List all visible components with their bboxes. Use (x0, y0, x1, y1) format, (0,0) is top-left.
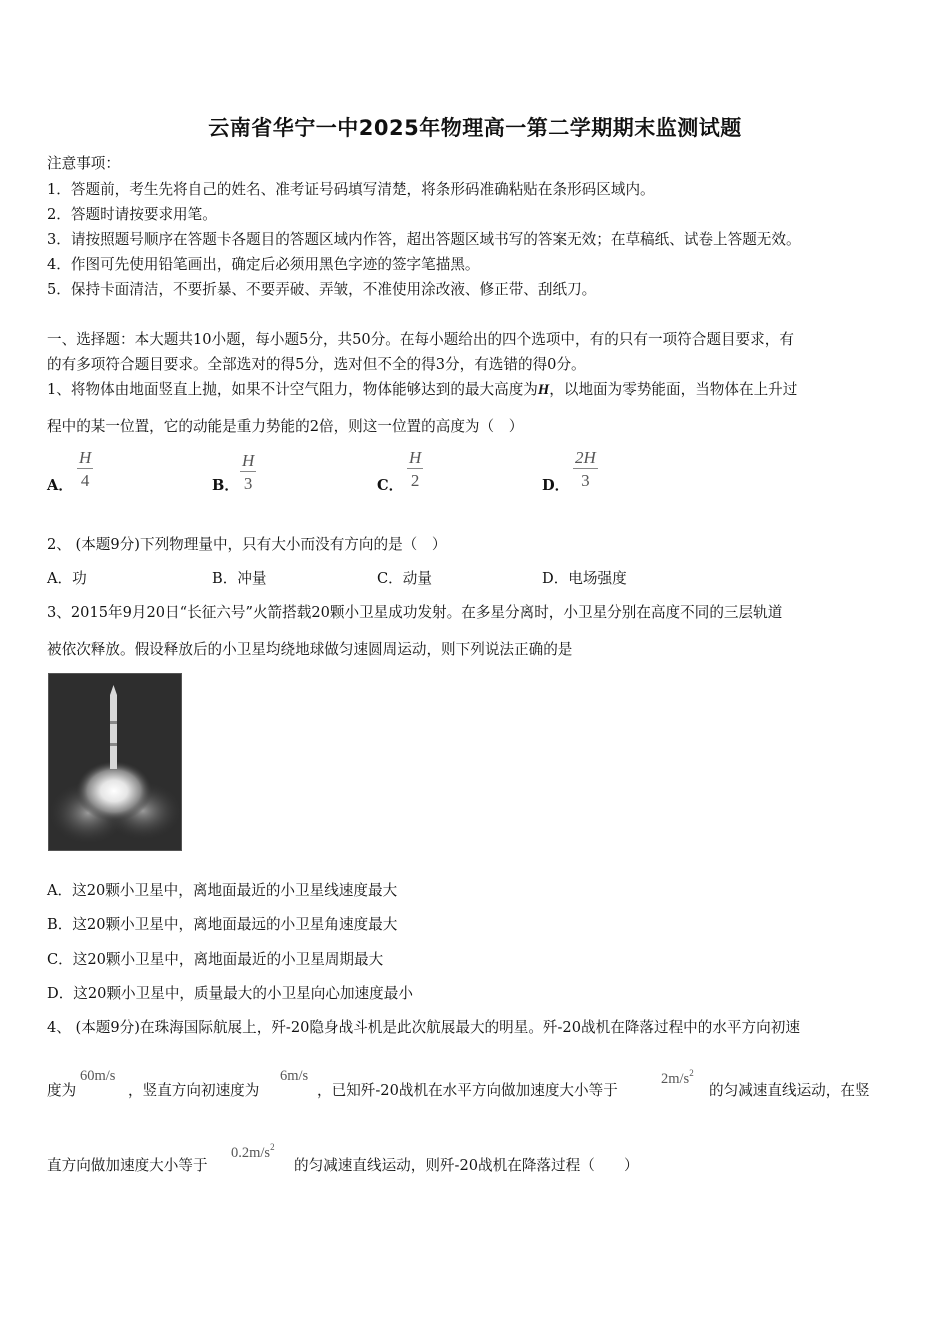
option-label: A． (47, 477, 73, 494)
fraction-option-c: H 2 (409, 448, 422, 490)
question-4-text: 的匀减速直线运动，在竖 (709, 1082, 870, 1099)
option: D．这20颗小卫星中，质量最大的小卫星向心加速度最小 (47, 985, 413, 1002)
rocket-launch-photo (48, 673, 182, 851)
option-label: B． (212, 477, 239, 494)
question-4-stem: 4、 (本题9分)在珠海国际航展上，歼-20隐身战斗机是此次航展最大的明星。歼-20战机在降落过程中的水平方向初速 (47, 1019, 800, 1036)
formula-a2: $0.2m/s^2$ (231, 1142, 275, 1161)
notice-heading: 注意事项： (47, 155, 120, 172)
question-4-text: 直方向做加速度大小等于 (47, 1157, 208, 1174)
formula-a1: $2m/s^2$ (661, 1068, 694, 1087)
option: C．这20颗小卫星中，离地面最近的小卫星周期最大 (47, 951, 384, 968)
option-label: D． (542, 477, 570, 494)
notice-item: 5．保持卡面清洁，不要折暴、不要弄破、弄皱，不准使用涂改液、修正带、刮纸刀。 (47, 281, 597, 298)
fraction-option-b: H 3 (242, 451, 255, 493)
notice-item: 4．作图可先使用铅笔画出，确定后必须用黑色字迹的签字笔描黑。 (47, 256, 480, 273)
notice-item: 2．答题时请按要求用笔。 (47, 206, 217, 223)
fraction-option-d: 2H 3 (575, 448, 596, 490)
option: B．冲量 (212, 570, 267, 587)
question-4-text: 的匀减速直线运动，则歼-20战机在降落过程（ ） (294, 1157, 639, 1174)
section-intro: 一、选择题：本大题共10小题，每小题5分，共50分。在每小题给出的四个选项中，有的只有一项符合题目要求，有 (47, 331, 794, 348)
question-4-text: ，已知歼-20战机在水平方向做加速度大小等于 (317, 1082, 618, 1099)
question-4-text: 度为 (47, 1082, 77, 1099)
question-2-stem: 2、 (本题9分)下列物理量中，只有大小而没有方向的是（ ） (47, 536, 447, 553)
question-3-stem: 3、2015年9月20日“长征六号”火箭搭载20颗小卫星成功发射。在多星分离时，小卫星分别在高度不同的三层轨道 (47, 604, 783, 621)
page-title: 云南省华宁一中2025年物理高一第二学期期末监测试题 (208, 116, 742, 140)
section-intro: 的有多项符合题目要求。全部选对的得5分，选对但不全的得3分，有选错的得0分。 (47, 356, 586, 373)
option: A．功 (47, 570, 87, 587)
question-1-stem: 1、将物体由地面竖直上抛，如果不计空气阻力，物体能够达到的最大高度为H，以地面为零势能面，当物体在上升过 (47, 381, 798, 398)
notice-item: 1．答题前，考生先将自己的姓名、准考证号码填写清楚，将条形码准确粘贴在条形码区域内。 (47, 181, 655, 198)
option: C．动量 (377, 570, 432, 587)
question-3-stem: 被依次释放。假设释放后的小卫星均绕地球做匀速圆周运动，则下列说法正确的是 (47, 641, 573, 658)
option-label: C． (377, 477, 404, 494)
fraction-option-a: H 4 (79, 448, 92, 490)
question-4-text: ，竖直方向初速度为 (128, 1082, 260, 1099)
option: A．这20颗小卫星中，离地面最近的小卫星线速度最大 (47, 882, 398, 899)
option: D．电场强度 (542, 570, 627, 587)
notice-item: 3．请按照题号顺序在答题卡各题目的答题区域内作答，超出答题区域书写的答案无效；在草稿纸、试卷上答题无效。 (47, 231, 801, 248)
formula-v2: 6m/s (280, 1068, 309, 1084)
option: B．这20颗小卫星中，离地面最远的小卫星角速度最大 (47, 916, 398, 933)
formula-v1: 60m/s (80, 1068, 116, 1084)
question-1-stem: 程中的某一位置，它的动能是重力势能的2倍，则这一位置的高度为（ ） (47, 418, 524, 435)
